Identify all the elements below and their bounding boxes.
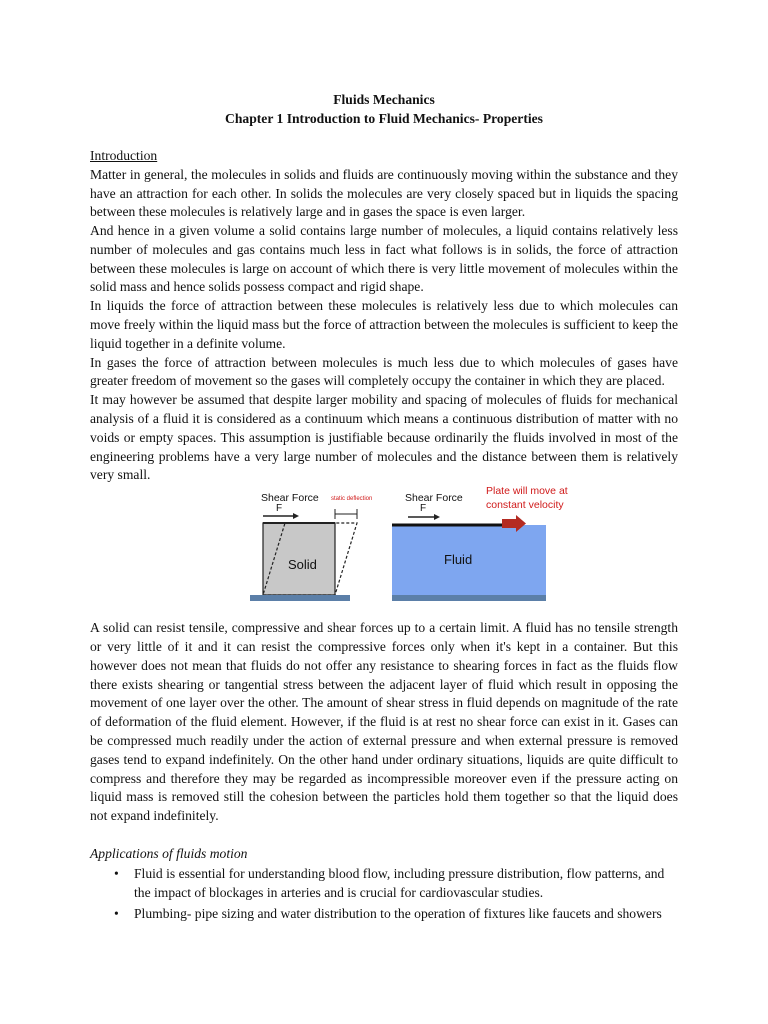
bullet-icon: • — [114, 905, 119, 921]
shear-force-figure — [90, 487, 678, 609]
intro-paragraph-1: Matter in general, the molecules in solids and fluids are continuously moving within the substance and they have an attraction for each other. In solids the molecules are very closely spaced but in liquids the spacing between these molecules is relatively large and in gases the space is even larger. — [90, 166, 678, 220]
intro-paragraph-5: It may however be assumed that despite larger mobility and spacing of molecules of fluids for mechanical analysis of a fluid it is considered as a continuum which means a continuous distribution of matter with no voids or empty spaces. This assumption is justifiable because ordinarily the fluids involved in most of the engineering problems have a very large number of molecules and the distance between them is relatively very small. — [90, 392, 678, 483]
intro-paragraph-4: In gases the force of attraction between molecules is much less due to which molecules of gases have greater freedom of movement so the gases will completely occupy the container in which they are placed. — [90, 354, 678, 389]
fluid-ground — [392, 595, 546, 601]
solid-ground — [250, 595, 350, 601]
deflection-label: static deflection — [331, 496, 373, 503]
solid-force-symbol: F — [276, 503, 283, 515]
velocity-note-line1: Plate will move at — [486, 485, 568, 498]
intro-heading: Introduction — [90, 148, 158, 163]
fluid-label: Fluid — [444, 552, 473, 568]
application-text: Fluid is essential for understanding blood flow, including pressure distribution, flow patterns, and the impact of blockages in arteries and is crucial for cardiovascular studies. — [134, 866, 665, 900]
application-text: Plumbing- pipe sizing and water distribution to the operation of fixtures like faucets and showers — [134, 905, 662, 921]
list-item — [114, 865, 678, 903]
bullet-icon: • — [114, 866, 119, 882]
velocity-arrow-shaft — [502, 519, 516, 528]
fluid-force-symbol: F — [420, 503, 427, 515]
document-page — [90, 90, 678, 925]
fluid-shear-label: Shear Force — [405, 492, 463, 505]
list-item — [114, 905, 678, 924]
intro-paragraph-2: And hence in a given volume a solid contains large number of molecules, a liquid contains relatively less number of molecules and gas contains much less in fact what follows is in solids, the force of attraction between these molecules is large on account of which there is very little movement of molecules within the solid mass and hence solids possess compact and rigid shape. — [90, 223, 678, 295]
intro-paragraph-3: In liquids the force of attraction between these molecules is relatively less due to which molecules can move freely within the liquid mass but the force of attraction between the molecules is sufficient to keep the liquid together in a definite volume. — [90, 298, 678, 351]
shear-force-diagram — [90, 487, 678, 609]
solid-vs-fluid-paragraph: A solid can resist tensile, compressive and shear forces up to a certain limit. A fluid has no tensile strength or very little of it and it can resist the compressive forces only when it's kept in a container. But this however does not mean that fluids do not offer any resistance to shearing forces in fact as the fluids flow there exists shearing or tangential stress between the adjacent layer of fluid which result in opposing the movement of one layer over the other. The amount of shear stress in fluid depends on magnitude of the rate of deformation of the fluid element. However, if the fluid is at rest no shear force can exist in it. Gases can be compressed much readily under the action of external pressure and when external pressure is removed gases tend to expand indefinitely. On the other hand under ordinary situations, liquids are quite difficult to compress and therefore they may be regarded as incompressible moreover even if the pressure acting on liquid mass is removed still the cohesion between the particles hold them together so that the liquid does not expand indefinitely. — [90, 620, 678, 824]
solid-shear-label: Shear Force — [261, 492, 319, 505]
applications-list — [90, 865, 678, 923]
chapter-title: Chapter 1 Introduction to Fluid Mechanics- Properties — [225, 111, 543, 126]
fluid-force-arrowhead — [434, 514, 440, 520]
solid-force-arrowhead — [293, 513, 299, 519]
document-title: Fluids Mechanics — [333, 92, 435, 107]
solid-label: Solid — [288, 557, 317, 573]
velocity-note-line2: constant velocity — [486, 499, 564, 512]
applications-heading: Applications of fluids motion — [90, 846, 248, 862]
